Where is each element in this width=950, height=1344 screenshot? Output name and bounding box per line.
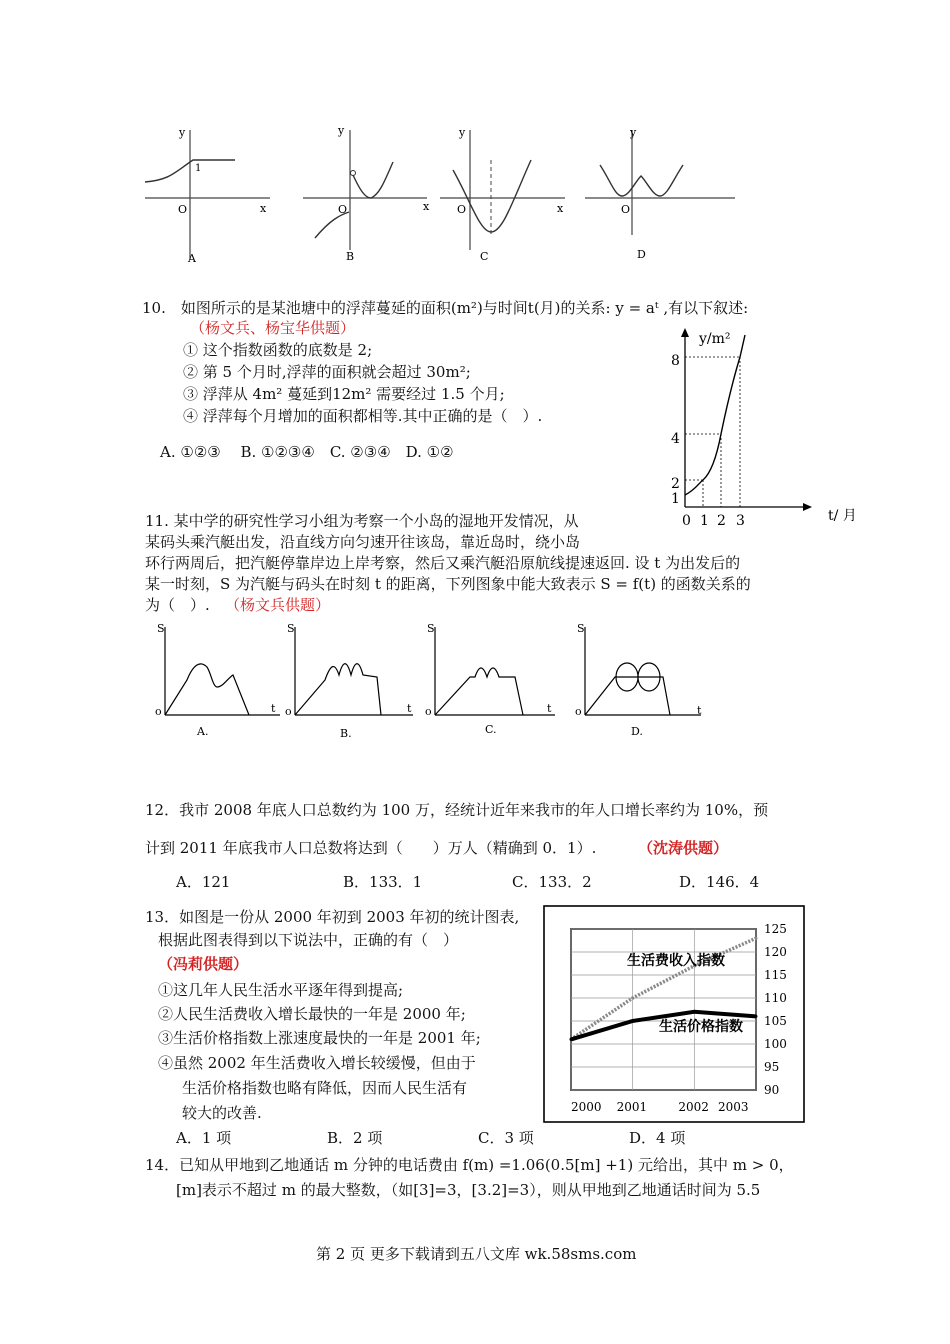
q13-item-4: ④虽然 2002 年生活费收入增长较缓慢，但由于 <box>158 1054 476 1072</box>
q10-ytick: 2 <box>671 476 680 492</box>
q11-line-2: 某码头乘汽艇出发，沿直线方向匀速开往该岛，靠近岛时，绕小岛 <box>145 533 581 551</box>
q13-author: （冯莉供题） <box>158 955 249 973</box>
q10-item-3: ③ 浮萍从 4m² 蔓延到12m² 需要经过 1.5 个月; <box>183 385 505 403</box>
q13-item-4-cont2: 较大的改善. <box>182 1104 262 1122</box>
q10-xlabel: t/ 月 <box>828 508 857 524</box>
origin-label: O <box>621 203 631 216</box>
q10-author: （杨文兵、杨宝华供题） <box>190 319 356 337</box>
q14-line-1: 14．已知从甲地到乙地通话 m 分钟的电话费由 f(m) =1.06(0.5[m] +1) 元给出，其中 m > 0， <box>145 1156 794 1174</box>
q12-line-1: 12．我市 2008 年底人口总数约为 100 万，经统计近年来我市的年人口增长率约为 10%，预 <box>145 801 769 819</box>
q10-item-2: ② 第 5 个月时,浮萍的面积就会超过 30m²; <box>183 363 471 381</box>
top-graphs <box>135 120 775 270</box>
y-tick-label: 115 <box>764 968 787 982</box>
axis-s-label: S <box>577 622 585 635</box>
graph-c <box>440 126 565 263</box>
q10-chart <box>665 325 870 530</box>
marker-one: 1 <box>195 163 202 174</box>
graph-d <box>585 126 735 261</box>
graph-c-label: C <box>480 250 489 263</box>
q11-line-3: 环行两周后，把汽艇停靠岸边上岸考察，然后又乘汽艇沿原航线提速返回. 设 t 为出发后的 <box>145 554 741 572</box>
q10-xtick: 1 <box>700 513 709 529</box>
q11-line-5: 为（ ）. <box>145 596 210 614</box>
q12-author: （沈涛供题） <box>638 839 729 857</box>
q10-ytick: 8 <box>671 353 680 369</box>
origin-label: O <box>338 203 348 216</box>
q13-item-1: ①这几年人民生活水平逐年得到提高; <box>158 981 404 999</box>
y-tick-label: 90 <box>764 1083 780 1097</box>
q11-line-4: 某一时刻，S 为汽艇与码头在时刻 t 的距离，下列图象中能大致表示 S = f(t) 的函数关系的 <box>145 575 751 593</box>
q13-chart <box>543 905 805 1123</box>
x-tick-label: 2000 <box>571 1100 602 1114</box>
q13-option-b: B．2 项 <box>327 1129 383 1147</box>
data-point <box>631 997 634 1000</box>
axis-t-label: t <box>407 702 412 715</box>
graph-d-label: D. <box>631 725 643 738</box>
q12-option-c: C．133．2 <box>512 873 592 891</box>
axis-y-label: y <box>459 126 466 139</box>
origin-label: o <box>575 705 582 718</box>
q10-stem: 10. 如图所示的是某池塘中的浮萍蔓延的面积(m²)与时间t(月)的关系: y = aᵗ ,有以下叙述: <box>142 299 749 317</box>
q11-line-1: 11. 某中学的研究性学习小组为考察一个小岛的湿地开发情况，从 <box>145 512 579 530</box>
axis-y-label: y <box>338 124 345 137</box>
q14-line-2: [m]表示不超过 m 的最大整数，（如[3]=3，[3.2]=3），则从甲地到乙地通话时间为 5.5 <box>176 1181 761 1199</box>
origin-label: O <box>457 203 467 216</box>
q13-item-2: ②人民生活费收入增长最快的一年是 2000 年; <box>158 1005 466 1023</box>
axis-x-label: x <box>260 202 267 215</box>
axis-t-label: t <box>271 702 276 715</box>
data-point <box>755 937 758 940</box>
q13-option-c: C．3 项 <box>478 1129 534 1147</box>
graph-a-label: A <box>188 252 196 265</box>
q12-option-b: B．133．1 <box>343 873 423 891</box>
graph-b <box>303 124 430 263</box>
axis-x-label: x <box>423 200 430 213</box>
q13-option-d: D．4 项 <box>629 1129 686 1147</box>
axis-t-label: t <box>547 702 552 715</box>
axis-x-label: x <box>557 202 564 215</box>
y-tick-label: 120 <box>764 945 787 959</box>
graph-a <box>145 126 270 265</box>
q10-xtick: 2 <box>717 513 726 529</box>
q11-graphs <box>145 615 725 745</box>
series-label: 生活价格指数 <box>659 1019 743 1035</box>
graph-a-label: A. <box>197 725 209 738</box>
data-point <box>693 1010 696 1013</box>
series-label: 生活费收入指数 <box>627 953 725 969</box>
q13-line-2: 根据此图表得到以下说法中，正确的有（ ） <box>158 931 459 949</box>
origin-label: o <box>285 705 292 718</box>
graph-c-label: C. <box>485 723 497 736</box>
q13-option-a: A．1 项 <box>176 1129 232 1147</box>
axis-s-label: S <box>157 622 165 635</box>
q13-item-3: ③生活价格指数上涨速度最快的一年是 2001 年; <box>158 1029 481 1047</box>
q10-ylabel: y/m² <box>699 331 731 347</box>
y-tick-label: 110 <box>764 991 787 1005</box>
x-tick-label: 2002 <box>678 1100 709 1114</box>
q13-line-1: 13．如图是一份从 2000 年初到 2003 年初的统计图表, <box>145 908 520 926</box>
q10-ytick: 1 <box>671 491 680 507</box>
q10-xtick: 3 <box>736 513 745 529</box>
q10-ytick: 4 <box>671 431 680 447</box>
axis-s-label: S <box>287 622 295 635</box>
graph-d-label: D <box>637 248 646 261</box>
q12-option-d: D．146．4 <box>679 873 760 891</box>
x-tick-label: 2003 <box>718 1100 749 1114</box>
y-tick-label: 95 <box>764 1060 780 1074</box>
q13-item-4-cont: 生活价格指数也略有降低，因而人民生活有 <box>182 1079 468 1097</box>
q10-options: A. ①②③ B. ①②③④ C. ②③④ D. ①② <box>160 443 454 461</box>
data-point <box>755 1015 758 1018</box>
origin-label: O <box>178 203 188 216</box>
axis-y-label: y <box>179 126 186 139</box>
data-point <box>570 1038 573 1041</box>
origin-label: o <box>425 705 432 718</box>
q10-item-1: ① 这个指数函数的底数是 2; <box>183 341 373 359</box>
page-footer: 第 2 页 更多下载请到五八文库 wk.58sms.com <box>316 1245 637 1263</box>
graph-b-label: B. <box>340 727 352 740</box>
y-tick-label: 105 <box>764 1014 787 1028</box>
x-tick-label: 2001 <box>616 1100 648 1114</box>
axis-t-label: t <box>697 704 702 717</box>
axis-s-label: S <box>427 622 435 635</box>
q10-xtick: 0 <box>682 513 691 529</box>
graph-b-label: B <box>346 250 355 263</box>
q11-author: （杨文兵供题） <box>225 596 331 614</box>
axis-y-label: y <box>630 126 637 139</box>
q10-item-4: ④ 浮萍每个月增加的面积都相等.其中正确的是（ ）. <box>183 407 543 425</box>
data-point <box>631 1020 634 1023</box>
q12-option-a: A．121 <box>176 873 231 891</box>
q12-line-2: 计到 2011 年底我市人口总数将达到（ ）万人（精确到 0．1）. <box>145 839 597 857</box>
y-tick-label: 125 <box>764 922 787 936</box>
y-tick-label: 100 <box>764 1037 787 1051</box>
origin-label: o <box>155 705 162 718</box>
